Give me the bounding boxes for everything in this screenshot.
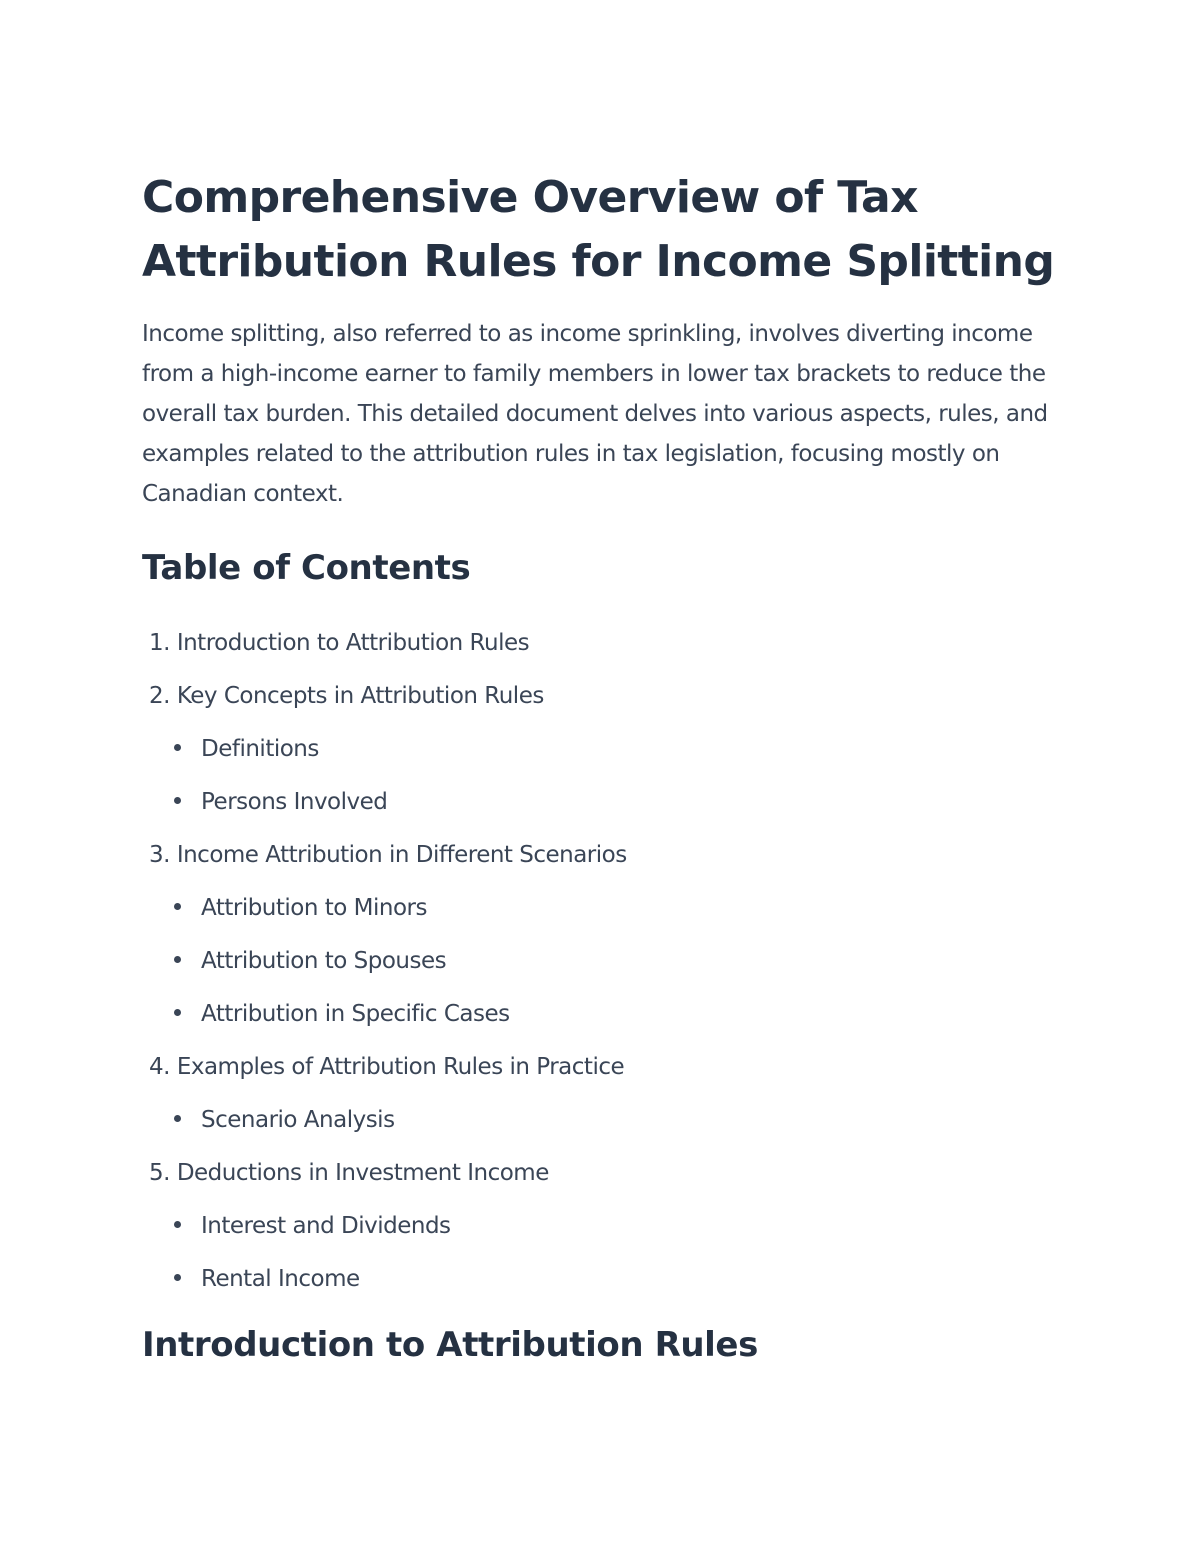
bullet-icon — [174, 744, 181, 751]
toc-item[interactable] — [142, 670, 1062, 723]
bullet-icon — [174, 1115, 181, 1122]
bullet-icon — [174, 903, 181, 910]
section-heading: Introduction to Attribution Rules — [142, 1325, 758, 1365]
toc-sublist — [142, 723, 1062, 829]
toc-entry — [142, 1041, 1062, 1147]
bullet-icon — [174, 1009, 181, 1016]
intro-paragraph: Income splitting, also referred to as income sprinkling, involves diverting income from a high-income earner to family members in lower tax brackets to reduce the overall tax burden. This detailed document delves into various aspects, rules, and examples related to the attribution rules in tax legislation, focusing mostly on Canadian context. — [142, 321, 1048, 507]
toc-item-label: Examples of Attribution Rules in Practice — [176, 1054, 625, 1080]
bullet-icon — [174, 1221, 181, 1228]
toc-item-number: 1. — [149, 630, 170, 656]
toc-subitem-label: Attribution to Minors — [201, 895, 427, 921]
toc-subitem-label: Persons Involved — [201, 789, 388, 815]
toc-sublist — [142, 1200, 1062, 1306]
bullet-icon — [174, 1274, 181, 1281]
toc-subitem[interactable] — [142, 776, 1062, 829]
toc-item-number: 5. — [149, 1160, 170, 1186]
toc-subitem[interactable] — [142, 988, 1062, 1041]
toc-subitem[interactable] — [142, 1094, 1062, 1147]
toc-item-label: Introduction to Attribution Rules — [176, 630, 530, 656]
toc-subitem[interactable] — [142, 723, 1062, 776]
toc-entry — [142, 670, 1062, 829]
toc-subitem[interactable] — [142, 1253, 1062, 1306]
table-of-contents — [142, 617, 1062, 1306]
toc-item[interactable] — [142, 1041, 1062, 1094]
toc-item[interactable] — [142, 829, 1062, 882]
toc-sublist — [142, 882, 1062, 1041]
toc-subitem[interactable] — [142, 882, 1062, 935]
toc-subitem-label: Rental Income — [201, 1266, 360, 1292]
toc-item[interactable] — [142, 1147, 1062, 1200]
toc-subitem-label: Attribution in Specific Cases — [201, 1001, 510, 1027]
toc-subitem-label: Interest and Dividends — [201, 1213, 451, 1239]
toc-item-label: Income Attribution in Different Scenarios — [176, 842, 627, 868]
toc-subitem-label: Scenario Analysis — [201, 1107, 395, 1133]
toc-item-number: 4. — [149, 1054, 170, 1080]
document-title: Comprehensive Overview of Tax Attribution Rules for Income Splitting — [142, 172, 1055, 287]
toc-entry — [142, 829, 1062, 1041]
toc-sublist — [142, 1094, 1062, 1147]
bullet-icon — [174, 797, 181, 804]
document-page — [142, 166, 1062, 1368]
toc-item[interactable] — [142, 617, 1062, 670]
toc-subitem[interactable] — [142, 935, 1062, 988]
toc-entry — [142, 617, 1062, 670]
toc-item-label: Deductions in Investment Income — [176, 1160, 549, 1186]
toc-entry — [142, 1147, 1062, 1306]
toc-heading: Table of Contents — [142, 548, 471, 588]
toc-item-label: Key Concepts in Attribution Rules — [176, 683, 544, 709]
toc-item-number: 2. — [149, 683, 170, 709]
bullet-icon — [174, 956, 181, 963]
toc-subitem-label: Attribution to Spouses — [201, 948, 447, 974]
toc-subitem-label: Definitions — [201, 736, 319, 762]
toc-item-number: 3. — [149, 842, 170, 868]
toc-subitem[interactable] — [142, 1200, 1062, 1253]
